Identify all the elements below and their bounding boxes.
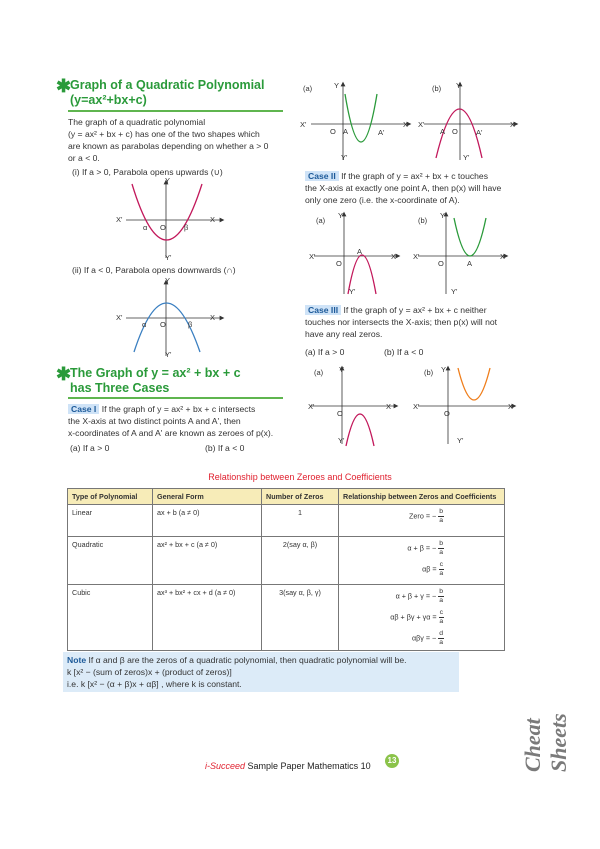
case-1-badge: Case I [68,404,99,414]
axis-label-y-prime: Y' [451,287,458,296]
table-row: Quadratic ax² + bx + c (a ≠ 0) 2(say α, β) α + β = − $\frac{b}{a}$ αβ = $\frac{c}{a}$ [68,537,505,585]
brand-name: i-Succeed [205,761,246,771]
axis-label-y-prime: Y' [338,436,345,445]
graph-b-label: (b) [418,216,428,225]
section-title-equation: (y=ax²+bx+c) [70,93,147,107]
origin-label: O [160,320,166,329]
case-2-text: Case II If the graph of y = ax² + bx + c touches the X-axis at exactly one point A, then p(x) will have only one zero (i.e. the x-coordinate of A). [305,171,502,205]
note-label: Note [67,655,87,665]
point-a-label: A [467,259,473,268]
axis-label-x-prime: X' [116,313,123,322]
header-type: Type of Polynomial [68,489,153,505]
case-1-text: Case I If the graph of y = ax² + bx + c intersects the X-axis at two distinct points A and A', then x-coordinates of A and A' are known as zeroes of p(x). [68,404,274,438]
footer-text: i-Succeed Sample Paper Mathematics 10 [205,761,371,771]
graph-a-label: (a) [316,216,326,225]
axis-label-y: Y [334,81,340,90]
point-a-label: A [440,127,446,136]
case-1-b-label: (b) If a < 0 [205,443,245,453]
case-1-graph-b [420,80,520,164]
bullet-star-icon: ✱ [56,364,72,384]
axis-label-x-prime: X' [309,252,316,261]
axis-label-y: Y [165,176,171,185]
axis-label-y: Y [456,81,462,90]
origin-label: O [336,259,342,268]
axis-label-y: Y [441,365,447,374]
origin-label: O [444,409,450,418]
axis-label-x-prime: X' [116,215,123,224]
axis-label-y-prime: Y' [349,287,356,296]
case-3-graph-b [414,364,518,448]
axis-label-x: X [508,402,514,411]
table-row: Cubic ax³ + bx² + cx + d (a ≠ 0) 3(say α, β, γ) α + β + γ = − $\frac{b}{a}$ αβ + βγ + γα = $\frac{c}{a}$ αβγ = − $\frac{d}{a}$ [68,585,505,651]
axis-label-y-prime: Y' [341,153,348,162]
page-number: 13 [385,754,399,768]
note-box: Note If α and β are the zeros of a quadratic polynomial, then quadratic polynomial will be. k [x² − (sum of zeros)x + (product of zeros)] i.e. k [x² − (α + β)x + αβ] , where k is constant. [63,652,459,692]
axis-label-y: Y [339,365,345,374]
bullet-star-icon: ✱ [56,76,72,96]
alpha-label: α [143,223,148,232]
alpha-label: α [142,320,147,329]
case-3-text: Case III If the graph of y = ax² + bx + c neither touches nor intersects the X-axis; then p(x) will not have any real zeros. [305,305,498,339]
beta-label: β [188,320,193,329]
origin-label: O [438,259,444,268]
axis-label-x-prime: X' [308,402,315,411]
point-a-prime-label: A' [476,128,483,137]
origin-label: O [452,127,458,136]
case-2-graph-a [310,210,402,296]
axis-label-x: X [210,313,216,322]
case-1-graph-a [305,80,413,164]
case-2-badge: Case II [305,171,339,181]
intro-paragraph: The graph of a quadratic polynomial (y = ax² + bx + c) has one of the two shapes which are known as parabolas depending on whether a > 0 or a < 0. [68,117,269,163]
axis-label-x: X [500,252,506,261]
axis-label-y-prime: Y' [463,153,470,162]
axis-label-x-prime: X' [418,120,425,129]
item-opens-upwards: (i) If a > 0, Parabola opens upwards (∪) [72,167,223,177]
axis-label-y-prime: Y' [457,436,464,445]
origin-label: O [330,127,336,136]
axis-label-x-prime: X' [413,402,420,411]
point-a-prime-label: A' [378,128,385,137]
point-a-label: A [357,247,363,256]
table-header-row [68,489,505,505]
axis-label-x-prime: X' [300,120,307,129]
header-form: General Form [153,489,262,505]
section-divider [68,110,283,112]
axis-label-x: X [510,120,516,129]
header-relationship: Relationship between Zeros and Coefficients [339,489,505,505]
case-3-a-label: (a) If a > 0 [305,347,345,357]
point-a-label: A [343,127,349,136]
axis-label-y: Y [165,276,171,285]
origin-label: O [337,409,343,418]
section-title-three-cases: The Graph of y = ax² + bx + c [70,366,241,380]
graph-b-label: (b) [432,84,442,93]
axis-label-x: X [403,120,409,129]
item-opens-downwards: (ii) If a < 0, Parabola opens downwards (∩) [72,265,236,275]
graph-a-label: (a) [314,368,324,377]
origin-label: O [160,223,166,232]
axis-label-x: X [386,402,392,411]
axis-label-y: Y [338,211,344,220]
axis-label-x: X [210,215,216,224]
header-num-zeros: Number of Zeros [262,489,339,505]
zeroes-coefficients-table [67,488,505,651]
cheat-sheets-side-label: Cheat Sheets [520,713,571,772]
table-row: Linear ax + b (a ≠ 0) 1 Zero = − $\frac{b}{a}$ [68,505,505,537]
table-title: Relationship between Zeroes and Coefficients [208,472,392,482]
section-title-three-cases-2: has Three Cases [70,381,170,395]
graph-a-label: (a) [303,84,313,93]
axis-label-x-prime: X' [413,252,420,261]
axis-label-y-prime: Y' [165,253,172,262]
axis-label-y-prime: Y' [165,350,172,359]
section-title-graph: Graph of a Quadratic Polynomial [70,78,265,92]
case-3-badge: Case III [305,305,341,315]
axis-label-x: X [391,252,397,261]
case-1-a-label: (a) If a > 0 [70,443,110,453]
axis-label-y: Y [440,211,446,220]
beta-label: β [184,223,189,232]
graph-b-label: (b) [424,368,434,377]
section-divider [68,397,283,399]
case-2-graph-b [414,210,510,296]
case-3-b-label: (b) If a < 0 [384,347,424,357]
